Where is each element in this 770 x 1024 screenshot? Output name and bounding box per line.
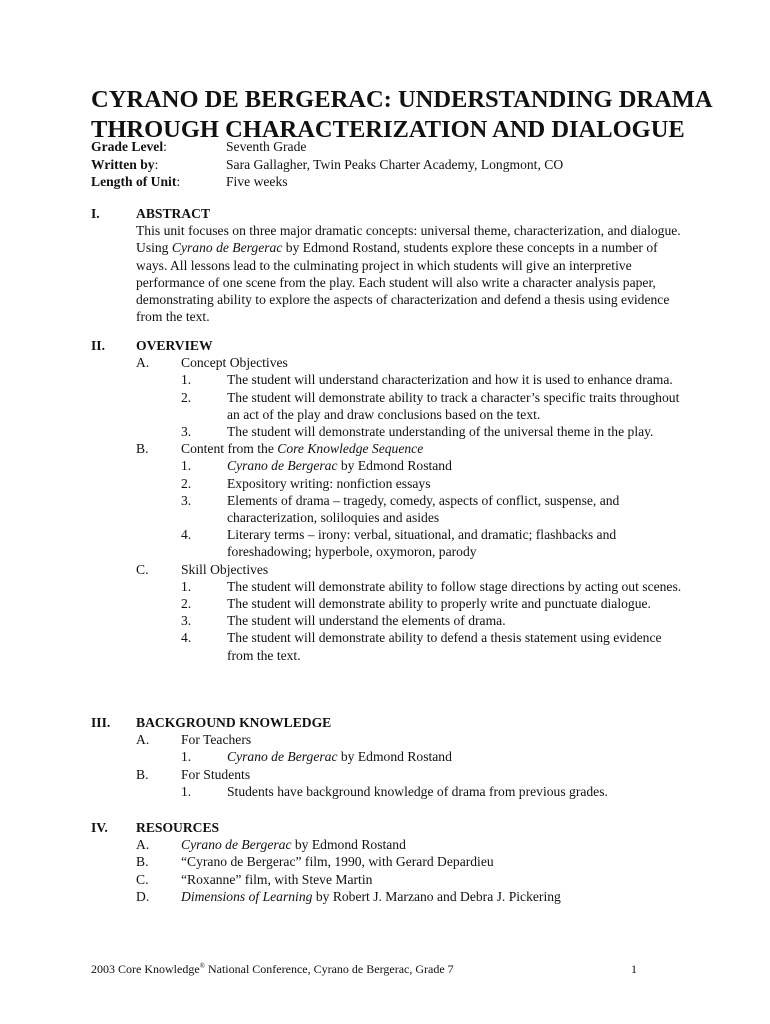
list-text: The student will demonstrate ability to properly write and punctuate dialogue. bbox=[227, 596, 651, 612]
list-text: Expository writing: nonfiction essays bbox=[227, 475, 431, 491]
outline-letter: B. bbox=[136, 766, 149, 782]
meta-value: Seventh Grade bbox=[226, 139, 307, 154]
meta-label: Written by bbox=[91, 156, 155, 172]
list-number: 3. bbox=[181, 492, 192, 508]
section-heading: BACKGROUND KNOWLEDGE bbox=[136, 715, 332, 730]
outline-letter: C. bbox=[136, 561, 149, 577]
list-text: Students have background knowledge of drama from previous grades. bbox=[227, 783, 608, 799]
list-item bbox=[136, 423, 691, 440]
list-item bbox=[136, 492, 691, 526]
list-text: Elements of drama – tragedy, comedy, aspects of conflict, suspense, and characterization, soliloquies and asides bbox=[227, 492, 620, 526]
outline-letter: B. bbox=[136, 441, 149, 457]
section-heading: RESOURCES bbox=[136, 820, 220, 835]
list-item bbox=[136, 578, 691, 595]
page-number: 1 bbox=[631, 962, 637, 976]
outline-letter: B. bbox=[136, 854, 149, 870]
list-text: The student will understand the elements of drama. bbox=[227, 613, 506, 629]
section-heading: OVERVIEW bbox=[136, 338, 213, 353]
list-number: 3. bbox=[181, 424, 192, 440]
abstract-paragraph: This unit focuses on three major dramatic concepts: universal theme, characterization, and dialogue. Using Cyrano de Bergerac by Edmond Rostand, students explore these concepts in a number of ways. All lessons lead to the culminating project in which students will give an interpretive performance of one scene from the play. Each student will also write a character analysis paper, demonstrating ability to explore the aspects of characterization and defend a thesis using evidence from the text. bbox=[136, 223, 681, 325]
list-item bbox=[136, 475, 691, 492]
list-number: 2. bbox=[181, 596, 192, 612]
list-number: 1. bbox=[181, 458, 192, 474]
outline-item bbox=[136, 354, 691, 371]
list-number: 1. bbox=[181, 783, 192, 799]
meta-row-grade: Grade Level: Seventh Grade bbox=[91, 139, 307, 154]
list-text: The student will demonstrate ability to track a character’s specific traits throughout an act of the play and draw conclusions based on the text. bbox=[227, 389, 680, 422]
list-item bbox=[136, 389, 691, 423]
resource-text: “Roxanne” film, with Steve Martin bbox=[181, 871, 373, 887]
resource-item bbox=[136, 871, 691, 888]
outline-item bbox=[136, 440, 691, 457]
resource-item bbox=[136, 836, 691, 853]
resource-item bbox=[136, 853, 691, 870]
outline-item bbox=[136, 561, 691, 578]
meta-row-author: Written by: Sara Gallagher, Twin Peaks Charter Academy, Longmont, CO bbox=[91, 156, 564, 172]
meta-label: Length of Unit bbox=[91, 174, 177, 189]
outline-label: Concept Objectives bbox=[181, 355, 288, 371]
outline-letter: D. bbox=[136, 888, 150, 904]
footer-text: 2003 Core Knowledge® National Conference, Cyrano de Bergerac, Grade 7 bbox=[91, 962, 454, 976]
list-text: Cyrano de Bergerac by Edmond Rostand bbox=[227, 749, 452, 765]
section-number: I. bbox=[91, 206, 100, 221]
list-text: Literary terms – irony: verbal, situational, and dramatic; flashbacks and foreshadowing; hyperbole, oxymoron, parody bbox=[227, 527, 617, 560]
outline-item bbox=[136, 766, 691, 783]
section-number: III. bbox=[91, 715, 111, 730]
list-item bbox=[136, 595, 691, 612]
list-item bbox=[136, 748, 691, 765]
meta-label: Grade Level bbox=[91, 139, 164, 154]
list-item bbox=[136, 526, 691, 560]
section-heading: ABSTRACT bbox=[136, 206, 211, 221]
outline-letter: C. bbox=[136, 871, 149, 887]
list-number: 4. bbox=[181, 630, 192, 646]
list-text: The student will demonstrate understanding of the universal theme in the play. bbox=[227, 424, 654, 440]
list-item bbox=[136, 612, 691, 629]
outline-label: Content from the Core Knowledge Sequence bbox=[181, 441, 424, 457]
outline-letter: A. bbox=[136, 732, 150, 748]
outline-letter: A. bbox=[136, 837, 150, 853]
outline-label: Skill Objectives bbox=[181, 561, 269, 577]
list-item bbox=[136, 371, 691, 388]
outline-label: For Teachers bbox=[181, 732, 252, 748]
list-text: The student will demonstrate ability to follow stage directions by acting out scenes. bbox=[227, 578, 682, 594]
outline-label: For Students bbox=[181, 766, 251, 782]
list-item bbox=[136, 629, 691, 663]
list-text: Cyrano de Bergerac by Edmond Rostand bbox=[227, 458, 452, 474]
list-number: 2. bbox=[181, 389, 192, 405]
section-number: II. bbox=[91, 338, 105, 353]
list-number: 3. bbox=[181, 613, 192, 629]
resource-item bbox=[136, 888, 691, 905]
list-number: 1. bbox=[181, 578, 192, 594]
meta-row-length: Length of Unit: Five weeks bbox=[91, 174, 288, 189]
list-number: 2. bbox=[181, 475, 192, 491]
resource-text: Dimensions of Learning by Robert J. Marzano and Debra J. Pickering bbox=[181, 888, 561, 904]
section-number: IV. bbox=[91, 820, 108, 835]
meta-value: Sara Gallagher, Twin Peaks Charter Academy, Longmont, CO bbox=[226, 156, 564, 172]
list-number: 1. bbox=[181, 749, 192, 765]
list-item bbox=[136, 783, 691, 800]
page-footer bbox=[91, 962, 637, 977]
resource-text: “Cyrano de Bergerac” film, 1990, with Gerard Depardieu bbox=[181, 854, 494, 870]
outline-item bbox=[136, 731, 691, 748]
list-number: 4. bbox=[181, 527, 192, 543]
meta-value: Five weeks bbox=[226, 174, 288, 189]
list-text: The student will understand characterization and how it is used to enhance drama. bbox=[227, 372, 673, 388]
list-text: The student will demonstrate ability to defend a thesis statement using evidence from the text. bbox=[227, 630, 662, 663]
page-title: CYRANO DE BERGERAC: UNDERSTANDING DRAMA THROUGH CHARACTERIZATION AND DIALOGUE bbox=[91, 86, 712, 143]
unit-meta bbox=[91, 138, 563, 191]
list-item bbox=[136, 457, 691, 474]
resource-text: Cyrano de Bergerac by Edmond Rostand bbox=[181, 837, 406, 853]
list-number: 1. bbox=[181, 372, 192, 388]
outline-letter: A. bbox=[136, 355, 150, 371]
